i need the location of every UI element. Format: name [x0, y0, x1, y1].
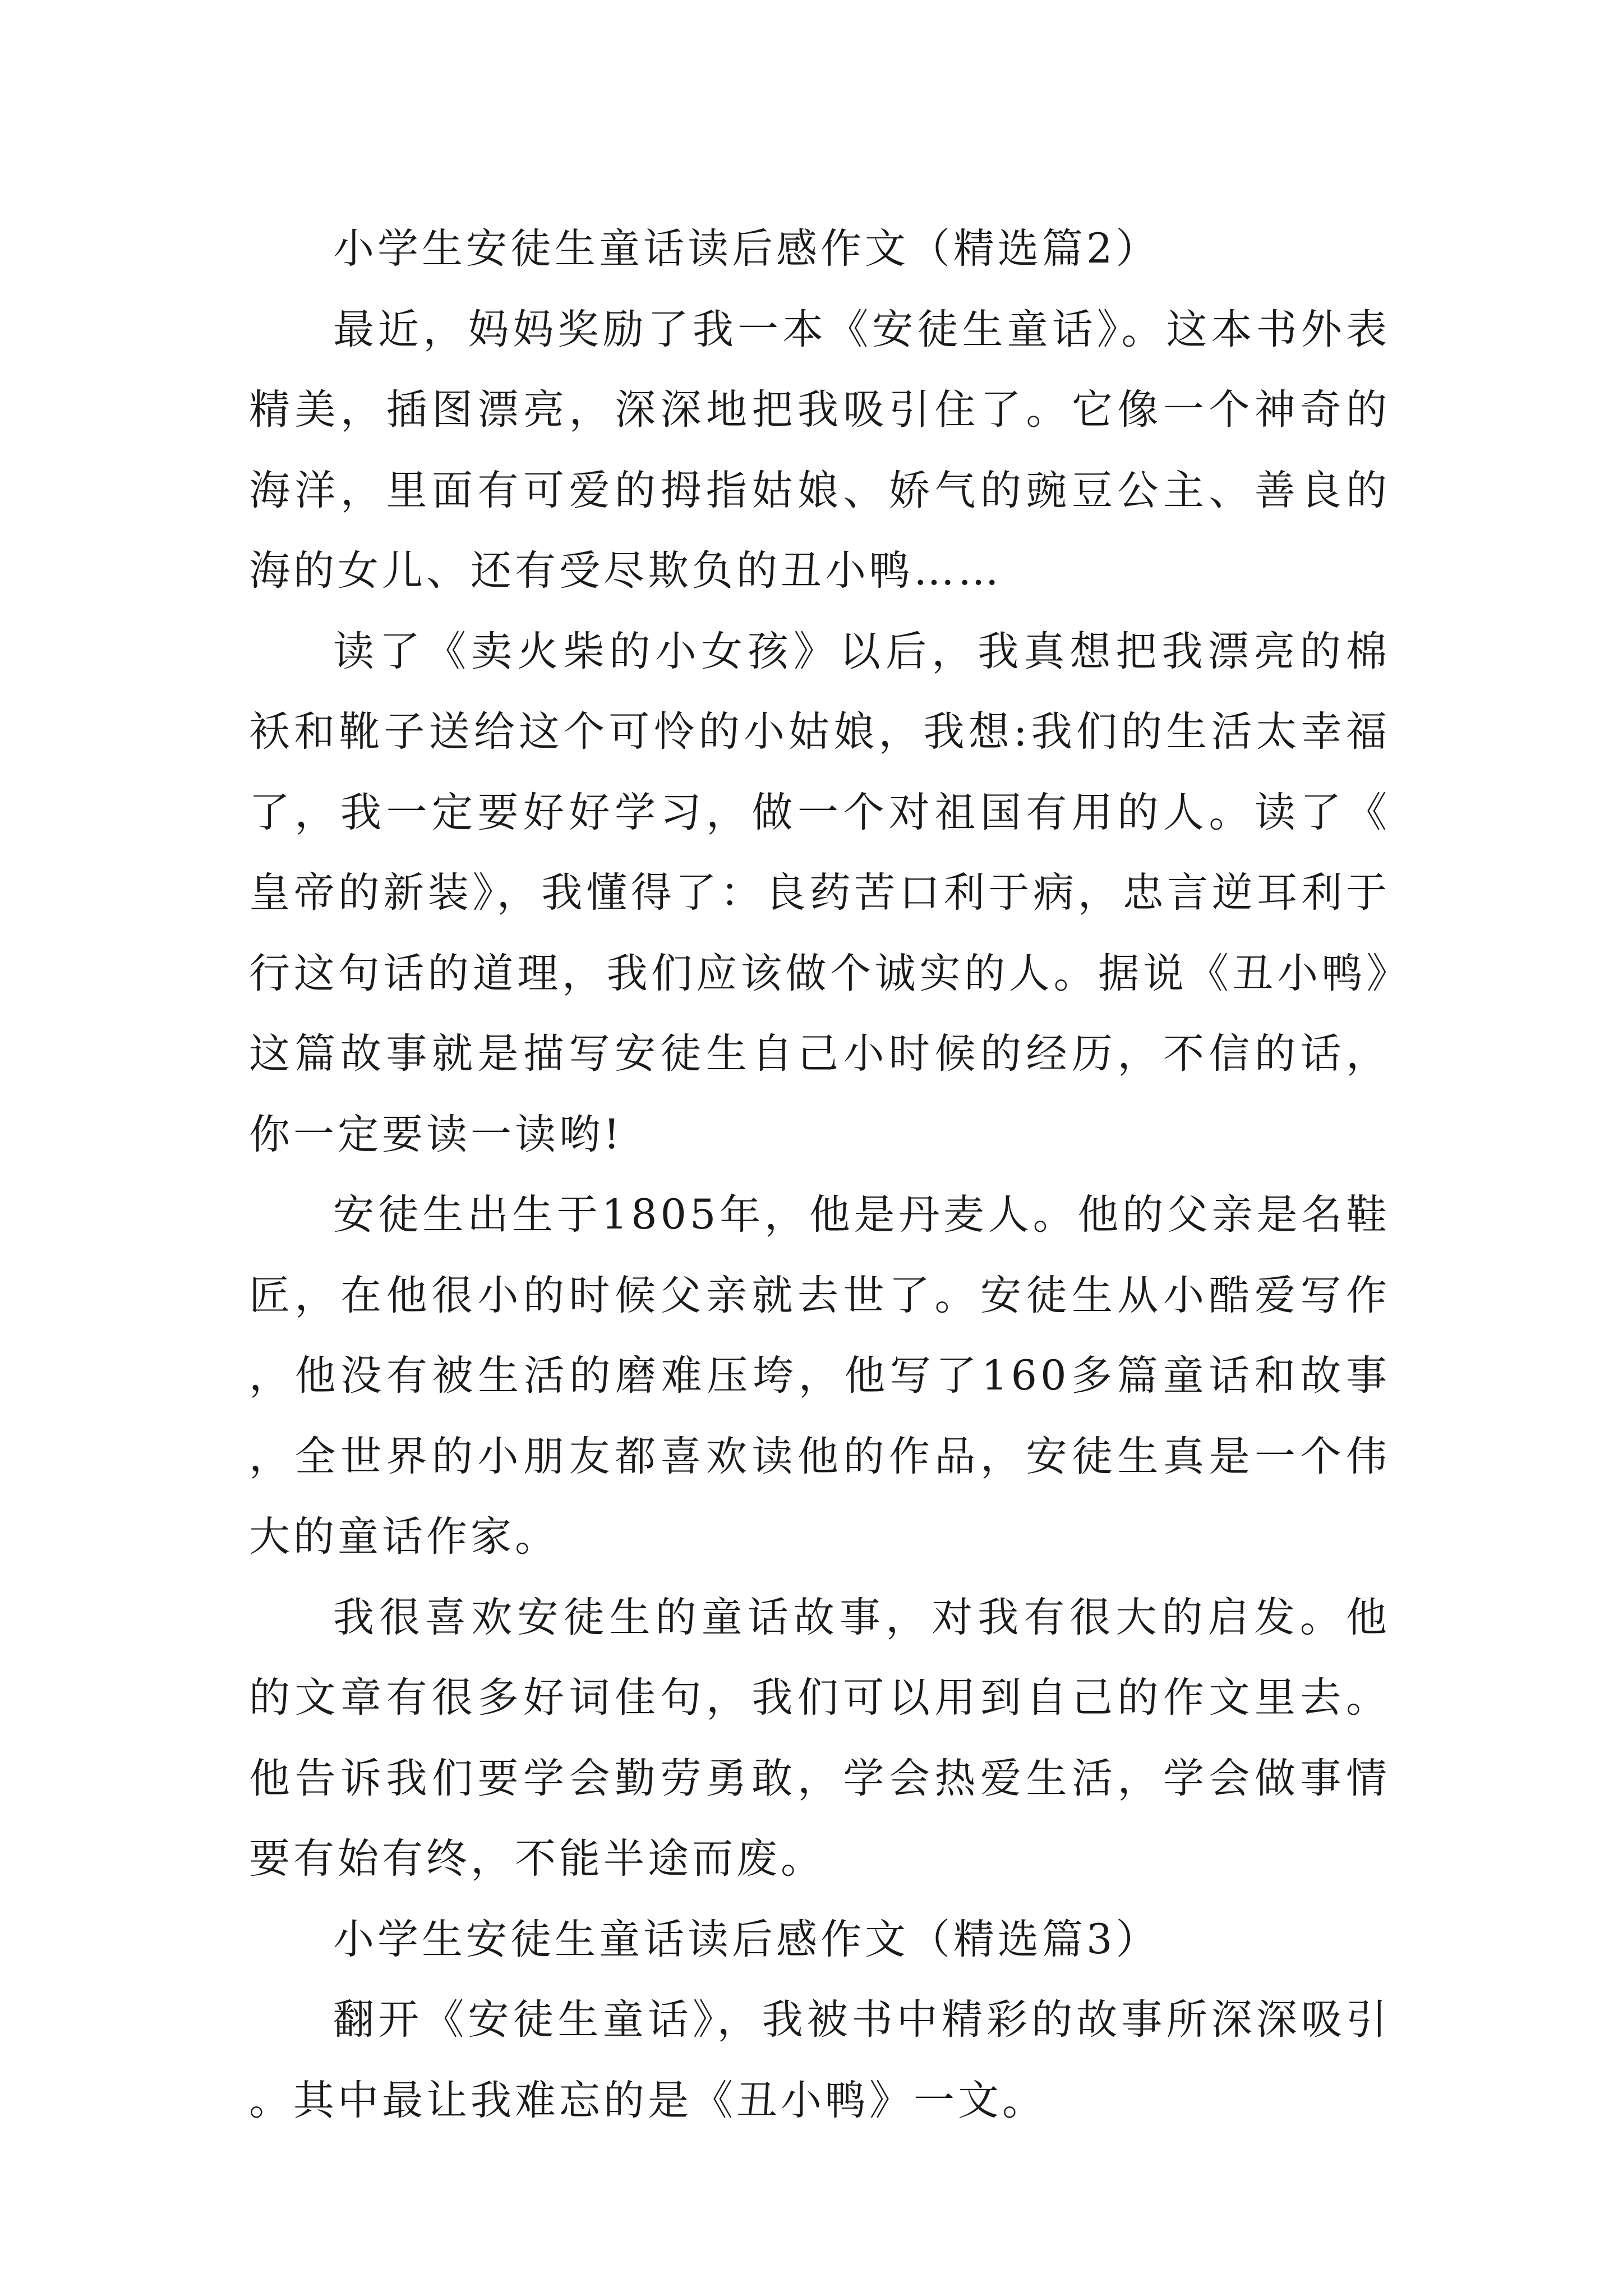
paragraph: 我很喜欢安徒生的童话故事，对我有很大的启发。他的文章有很多好词佳句，我们可以用到自己的作文里去。他告诉我们要学会勤劳勇敢，学会热爱生活，学会做事情要有始有终，不能半途而废。: [249, 1593, 1390, 1883]
paragraph: 翻开《安徒生童话》，我被书中精彩的故事所深深吸引。其中最让我难忘的是《丑小鸭》一文。: [249, 1996, 1390, 2124]
paragraph: 安徒生出生于1805年，他是丹麦人。他的父亲是名鞋匠，在他很小的时候父亲就去世了。安徒生从小酷爱写作，他没有被生活的磨难压垮，他写了160多篇童话和故事，全世界的小朋友都喜欢读他的作品，安徒生真是一个伟大的童话作家。: [249, 1191, 1390, 1561]
section-heading-3: 小学生安徒生童话读后感作文（精选篇3）: [333, 1915, 1160, 1963]
document-body: [249, 209, 1390, 2141]
paragraph: 读了《卖火柴的小女孩》以后，我真想把我漂亮的棉袄和靴子送给这个可怜的小姑娘，我想:我们的生活太幸福了，我一定要好好学习，做一个对祖国有用的人。读了《皇帝的新装》，我懂得了：良药苦口利于病，忠言逆耳利于行这句话的道理，我们应该做个诚实的人。据说《丑小鸭》这篇故事就是描写安徒生自己小时候的经历，不信的话，你一定要读一读哟!: [249, 627, 1390, 1158]
paragraph: 最近，妈妈奖励了我一本《安徒生童话》。这本书外表精美，插图漂亮，深深地把我吸引住了。它像一个神奇的海洋，里面有可爱的拇指姑娘、娇气的豌豆公主、善良的海的女儿、还有受尽欺负的丑小鸭……: [249, 305, 1390, 595]
section-heading-2: 小学生安徒生童话读后感作文（精选篇2）: [333, 225, 1160, 273]
